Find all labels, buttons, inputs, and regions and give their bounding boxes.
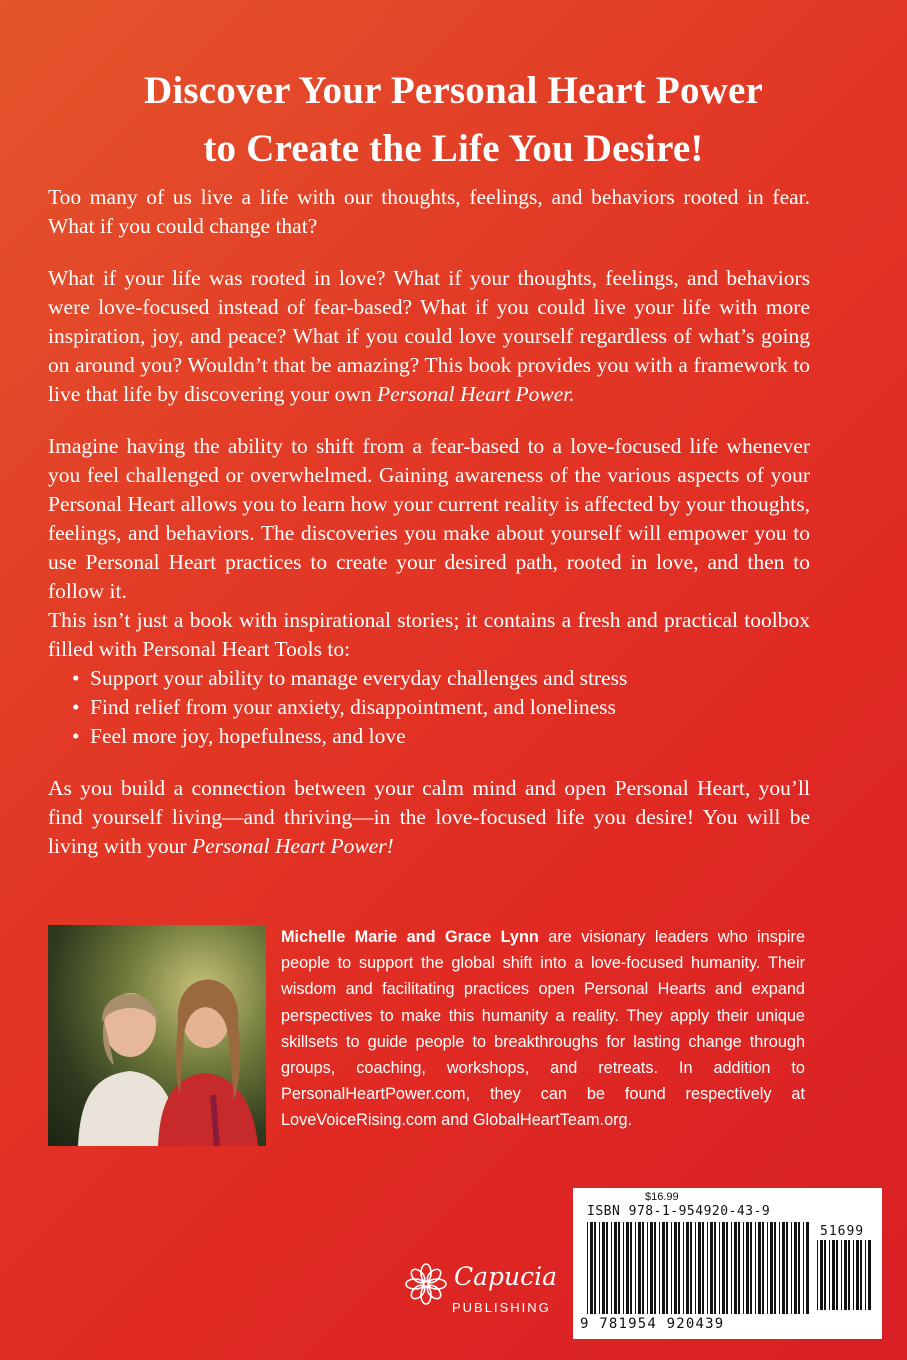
barcode-bar — [856, 1240, 859, 1310]
ean-barcode-bars — [587, 1222, 809, 1320]
author-photo — [48, 925, 266, 1146]
barcode-bar — [758, 1222, 761, 1314]
paragraph-5-title: Personal Heart Power! — [191, 834, 394, 858]
barcode-bar — [722, 1222, 725, 1314]
barcode-bar — [829, 1240, 830, 1310]
barcode-bar — [590, 1222, 593, 1314]
barcode-bar — [623, 1222, 624, 1314]
barcode-bar — [865, 1240, 866, 1310]
barcode-bar — [832, 1240, 835, 1310]
barcode-bar — [638, 1222, 641, 1314]
barcode-bar — [848, 1240, 850, 1310]
publisher-subtitle: PUBLISHING — [452, 1300, 551, 1315]
blurb — [48, 183, 810, 861]
price-addon-number: 51699 — [820, 1224, 865, 1239]
benefit-item: • Feel more joy, hopefulness, and love — [72, 722, 810, 751]
flower-icon — [404, 1262, 448, 1306]
barcode-bar — [686, 1222, 689, 1314]
barcode-bar — [594, 1222, 596, 1314]
barcode-bar — [750, 1222, 752, 1314]
barcode-bar — [803, 1222, 804, 1314]
barcode-bar — [714, 1222, 716, 1314]
barcode-bar — [868, 1240, 871, 1310]
barcode-bar — [690, 1222, 692, 1314]
barcode-bar — [707, 1222, 708, 1314]
isbn-barcode — [573, 1188, 882, 1339]
paragraph-4: This isn’t just a book with inspirational stories; it contains a fresh and practical toolbox filled with Personal Heart Tools to: — [48, 608, 810, 661]
barcode-bar — [794, 1222, 797, 1314]
barcode-bar — [662, 1222, 665, 1314]
barcode-bar — [791, 1222, 792, 1314]
barcode-bar — [702, 1222, 704, 1314]
barcode-bar — [654, 1222, 656, 1314]
barcode-bar — [719, 1222, 720, 1314]
author-bio-text: are visionary leaders who inspire people to support the global shift into a love-focused humanity. Their wisdom and facilitating practices open Personal Hearts and expand perspectives to make this humanity a reality. They apply their unique skillsets to guide people to breakthroughs for lasting change through groups, coaching, workshops, and retreats. In addition to PersonalHeartPower.com, they can be found respectively at LoveVoiceRising.com and GlobalHeartTeam.org. — [281, 928, 805, 1130]
barcode-bar — [678, 1222, 680, 1314]
barcode-bar — [635, 1222, 636, 1314]
barcode-bar — [647, 1222, 648, 1314]
paragraph-2 — [48, 264, 810, 409]
barcode-bar — [659, 1222, 660, 1314]
barcode-bar — [611, 1222, 612, 1314]
publisher-name: Capucia — [454, 1262, 558, 1291]
isbn-number: ISBN 978-1-954920-43-9 — [587, 1204, 771, 1219]
author-names: Michelle Marie and Grace Lynn — [281, 928, 539, 946]
barcode-bar — [614, 1222, 617, 1314]
paragraph-3: Imagine having the ability to shift from a fear-based to a love-focused life whenever you feel challenged or overwhelmed. Gaining awareness of the various aspects of your Personal Heart allows you to learn how your current reality is affected by your thoughts, feelings, and behaviors. The discoveries you make about yourself will empower you to use Personal Heart practices to create your desired path, rooted in love, and then to follow it. — [48, 434, 810, 603]
headline-line-1: Discover Your Personal Heart Power — [143, 69, 764, 112]
barcode-bar — [599, 1222, 600, 1314]
barcode-bar — [755, 1222, 756, 1314]
barcode-bar — [738, 1222, 740, 1314]
barcode-bar — [767, 1222, 768, 1314]
barcode-bar — [642, 1222, 644, 1314]
barcode-bar — [618, 1222, 620, 1314]
barcode-bar — [602, 1222, 605, 1314]
price: $16.99 — [645, 1191, 679, 1203]
barcode-bar — [817, 1240, 818, 1310]
barcode-bar — [695, 1222, 696, 1314]
barcode-bar — [606, 1222, 608, 1314]
barcode-bar — [824, 1240, 826, 1310]
barcode-bar — [836, 1240, 838, 1310]
barcode-bar — [746, 1222, 749, 1314]
barcode-bar — [798, 1222, 800, 1314]
paragraph-1: Too many of us live a life with our thoughts, feelings, and behaviors rooted in fear. What if you could change that? — [48, 185, 810, 238]
paragraph-2-title: Personal Heart Power. — [377, 382, 575, 406]
barcode-bar — [786, 1222, 788, 1314]
benefit-item: • Find relief from your anxiety, disappointment, and loneliness — [72, 693, 810, 722]
barcode-bar — [698, 1222, 701, 1314]
barcode-bar — [710, 1222, 713, 1314]
publisher-logo — [404, 1262, 564, 1322]
barcode-bar — [731, 1222, 732, 1314]
author-photo-illustration — [48, 925, 266, 1146]
barcode-bar — [782, 1222, 785, 1314]
barcode-bar — [844, 1240, 847, 1310]
paragraph-5 — [48, 774, 810, 861]
ean-number: 9 781954 920439 — [580, 1316, 725, 1332]
paragraph-5-text: As you build a connection between your calm mind and open Personal Heart, you’ll find yourself living—and thriving—in the love-focused life you desire! You will be living with your — [48, 776, 810, 858]
benefit-list — [48, 664, 810, 751]
addon-barcode-bars — [817, 1240, 873, 1312]
barcode-bar — [779, 1222, 780, 1314]
barcode-bar — [762, 1222, 764, 1314]
barcode-bar — [774, 1222, 776, 1314]
barcode-bar — [734, 1222, 737, 1314]
barcode-bar — [726, 1222, 728, 1314]
benefit-item: • Support your ability to manage everyday challenges and stress — [72, 664, 810, 693]
barcode-bar — [770, 1222, 773, 1314]
headline-line-2: to Create the Life You Desire! — [203, 127, 704, 170]
barcode-bar — [860, 1240, 862, 1310]
barcode-bar — [674, 1222, 677, 1314]
barcode-bar — [820, 1240, 823, 1310]
barcode-bar — [666, 1222, 668, 1314]
barcode-bar — [683, 1222, 684, 1314]
barcode-bar — [671, 1222, 672, 1314]
headline — [30, 62, 877, 178]
author-bio — [281, 924, 805, 1134]
barcode-bar — [587, 1222, 588, 1314]
barcode-bar — [626, 1222, 629, 1314]
paragraph-2-text: What if your life was rooted in love? What if your thoughts, feelings, and behaviors were love-focused instead of fear-based? What if you could live your life with more inspiration, joy, and peace? What if you could love yourself regardless of what’s going on around you? Wouldn’t that be amazing? This book provides you with a framework to live that life by discovering your own — [48, 266, 810, 406]
barcode-bar — [650, 1222, 653, 1314]
barcode-bar — [743, 1222, 744, 1314]
barcode-bar — [841, 1240, 842, 1310]
barcode-bar — [806, 1222, 809, 1314]
barcode-bar — [853, 1240, 854, 1310]
barcode-bar — [630, 1222, 632, 1314]
